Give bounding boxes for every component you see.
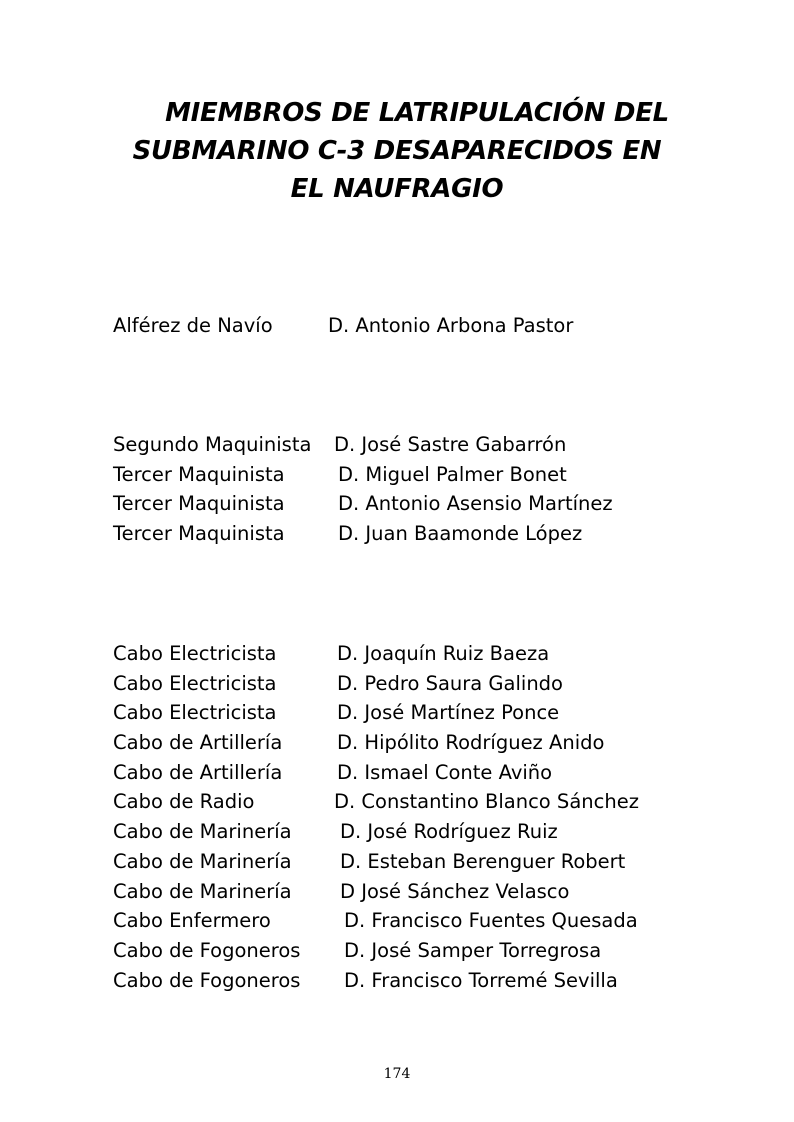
title-line-1: MIEMBROS DE LATRIPULACIÓN DEL [165,98,669,128]
crew-rank: Cabo de Artillería [113,731,283,755]
crew-name: D. Antonio Arbona Pastor [328,314,574,337]
crew-rank: Cabo Electricista [113,671,277,695]
crew-name: D. José Martínez Ponce [337,701,560,725]
title-line-2: SUBMARINO C-3 DESAPARECIDOS EN [132,136,662,166]
crew-rank: Segundo Maquinista [113,433,312,456]
crew-name: D. José Samper Torregrosa [344,938,602,962]
crew-rank: Alférez de Navío [113,314,273,337]
crew-rank: Cabo de Marinería [113,820,292,844]
crew-name: D. José Rodríguez Ruiz [340,820,558,844]
page-number: 174 [383,1066,411,1082]
crew-rank: Tercer Maquinista [113,522,285,546]
crew-name: D José Sánchez Velasco [340,879,570,903]
crew-rank: Cabo Electricista [113,701,277,725]
page-title [0,94,794,208]
title-line-3: EL NAUFRAGIO [290,174,504,204]
crew-name: D. Ismael Conte Aviño [337,760,553,784]
crew-name: D. Joaquín Ruiz Baeza [337,642,550,665]
crew-rank: Tercer Maquinista [113,492,285,516]
crew-name: D. Miguel Palmer Bonet [338,462,567,486]
crew-rank: Cabo de Fogoneros [113,968,301,992]
crew-rank: Cabo Enfermero [113,909,271,933]
crew-name: D. Hipólito Rodríguez Anido [337,731,605,755]
crew-name: D. Juan Baamonde López [338,522,583,546]
crew-name: D. Francisco Torremé Sevilla [344,968,618,992]
crew-name: D. Constantino Blanco Sánchez [334,790,639,814]
crew-rank: Cabo de Radio [113,790,255,814]
crew-rank: Cabo Electricista [113,642,277,665]
crew-name: D. Francisco Fuentes Quesada [344,909,638,933]
crew-rank: Cabo de Artillería [113,760,283,784]
crew-name: D. José Sastre Gabarrón [334,433,567,456]
crew-rank: Tercer Maquinista [113,462,285,486]
crew-rank: Cabo de Marinería [113,879,292,903]
crew-rank: Cabo de Fogoneros [113,938,301,962]
crew-name: D. Esteban Berenguer Robert [340,849,626,873]
crew-name: D. Pedro Saura Galindo [337,671,563,695]
crew-rank: Cabo de Marinería [113,849,292,873]
crew-name: D. Antonio Asensio Martínez [338,492,613,516]
